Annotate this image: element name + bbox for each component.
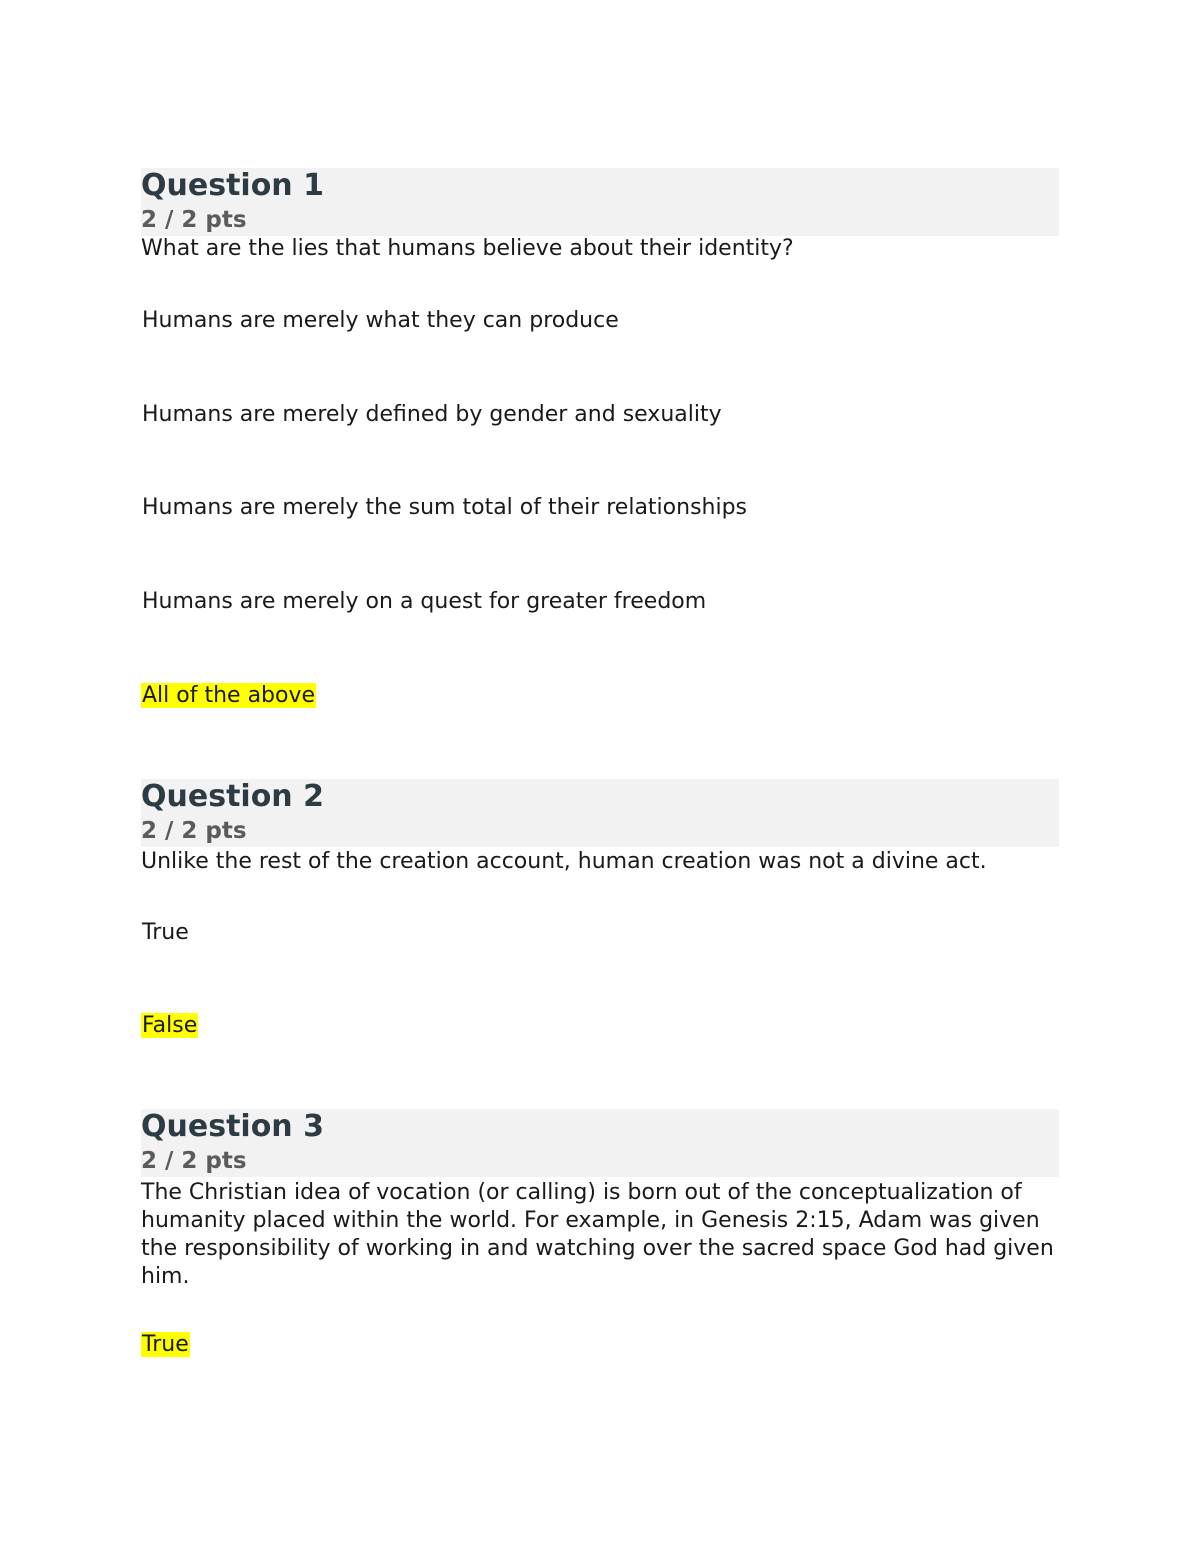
question-3	[141, 1109, 1059, 1357]
question-header	[141, 1109, 1059, 1177]
answer-option[interactable]: True	[142, 920, 189, 945]
highlighted-answer: False	[142, 1013, 198, 1038]
question-2	[141, 779, 1059, 1038]
question-header	[141, 779, 1059, 847]
question-points: 2 / 2 pts	[141, 207, 247, 233]
highlighted-answer: True	[142, 1332, 189, 1357]
question-title: Question 1	[141, 168, 324, 203]
question-text: Unlike the rest of the creation account, human creation was not a divine act.	[141, 849, 987, 874]
question-points: 2 / 2 pts	[141, 1148, 247, 1174]
question-title: Question 2	[141, 779, 324, 814]
answer-option[interactable]: Humans are merely defined by gender and sexuality	[142, 402, 722, 427]
question-header	[141, 168, 1059, 236]
answer-option[interactable]: Humans are merely what they can produce	[142, 308, 619, 333]
answer-option-selected[interactable]	[141, 682, 316, 710]
answer-option[interactable]: Humans are merely on a quest for greater freedom	[142, 589, 707, 614]
question-points: 2 / 2 pts	[141, 818, 247, 844]
question-1	[141, 168, 1059, 708]
question-title: Question 3	[141, 1109, 324, 1144]
answer-option[interactable]: Humans are merely the sum total of their relationships	[142, 495, 748, 520]
question-text: The Christian idea of vocation (or calling) is born out of the conceptualization of humanity placed within the world. For example, in Genesis 2:15, Adam was given the responsibility of working in and watching over the sacred space God had given him.	[141, 1180, 1054, 1289]
question-text: What are the lies that humans believe about their identity?	[141, 236, 794, 261]
highlighted-answer: All of the above	[142, 683, 316, 708]
answer-option-selected[interactable]	[141, 1331, 190, 1359]
answer-option-selected[interactable]	[141, 1012, 198, 1040]
